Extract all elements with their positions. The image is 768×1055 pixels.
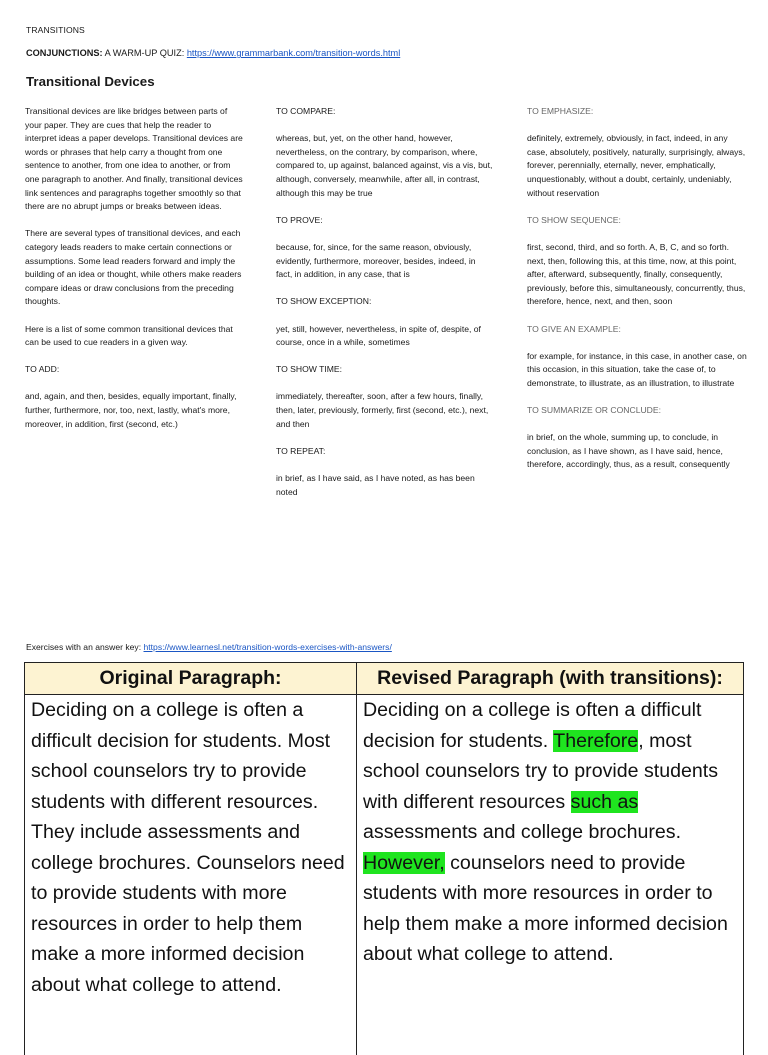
- quiz-line: [26, 48, 400, 58]
- revised-text-4: counselors need to provide students with more resources in order to help them make a more informed decision about what college to attend.: [363, 852, 728, 966]
- words-to-repeat: in brief, as I have said, as I have noted, as has been noted: [276, 472, 494, 499]
- quiz-link[interactable]: https://www.grammarbank.com/transition-words.html: [187, 48, 400, 58]
- words-to-give-example: for example, for instance, in this case, in another case, on this occasion, in this situation, take the case of, to demonstrate, to illustrate, as an illustration, to illustrate: [527, 350, 749, 391]
- exercises-line: [26, 642, 392, 652]
- heading-to-prove: TO PROVE:: [276, 214, 494, 228]
- intro-paragraph-1: Transitional devices are like bridges between parts of your paper. They are cues that help the reader to interpret ideas a paper develops. Transitional devices are words or phrases that help carry a thought from one sentence to another, from one idea to another, or from one paragraph to another. And finally, transitional devices link sentences and paragraphs together smoothly so that there are no abrupt jumps or breaks between ideas.: [25, 105, 243, 214]
- exercises-label: Exercises with an answer key:: [26, 642, 144, 652]
- column-middle: [276, 105, 494, 513]
- words-to-emphasize: definitely, extremely, obviously, in fact, indeed, in any case, absolutely, positively, naturally, surprisingly, always, forever, perennially, eternally, never, emphatically, unquestionably, without a doubt, certainly, undeniably, without reservation: [527, 132, 749, 200]
- column-right: [527, 105, 749, 486]
- document-title: TRANSITIONS: [26, 25, 85, 35]
- original-header: Original Paragraph:: [25, 663, 357, 695]
- revised-text-3: assessments and college brochures.: [363, 821, 681, 843]
- original-paragraph: Deciding on a college is often a difficult decision for students. Most school counselors try to provide students with different resources. They include assessments and college brochures. Counselors need to provide students with more resources in order to help them make a more informed decision about what college to attend.: [25, 695, 357, 1055]
- table-row: [25, 695, 744, 1055]
- column-intro: [25, 105, 243, 445]
- revised-text-2: , most school counselors try to provide students with different resources: [363, 730, 718, 813]
- intro-paragraph-3: Here is a list of some common transitional devices that can be used to cue readers in a given way.: [25, 323, 243, 350]
- heading-to-show-time: TO SHOW TIME:: [276, 363, 494, 377]
- words-to-prove: because, for, since, for the same reason, obviously, evidently, furthermore, moreover, besides, indeed, in fact, in addition, in any case, that is: [276, 241, 494, 282]
- heading-to-show-sequence: TO SHOW SEQUENCE:: [527, 214, 749, 228]
- words-to-summarize: in brief, on the whole, summing up, to conclude, in conclusion, as I have shown, as I have said, hence, therefore, accordingly, thus, as a result, consequently: [527, 431, 749, 472]
- heading-to-show-exception: TO SHOW EXCEPTION:: [276, 295, 494, 309]
- heading-to-compare: TO COMPARE:: [276, 105, 494, 119]
- exercises-link[interactable]: https://www.learnesl.net/transition-words-exercises-with-answers/: [144, 642, 392, 652]
- highlight-therefore: Therefore: [553, 730, 638, 752]
- revised-text-1: Deciding on a college is often a difficult decision for students.: [363, 699, 701, 752]
- table-header-row: [25, 663, 744, 695]
- heading-to-give-example: TO GIVE AN EXAMPLE:: [527, 323, 749, 337]
- highlight-however: However,: [363, 852, 445, 874]
- section-heading: Transitional Devices: [26, 74, 155, 89]
- words-to-show-sequence: first, second, third, and so forth. A, B, C, and so forth. next, then, following this, at this time, now, at this point, after, afterward, subsequently, finally, consequently, previously, before this, simultaneously, concurrently, thus, therefore, hence, next, and then, soon: [527, 241, 749, 309]
- words-to-compare: whereas, but, yet, on the other hand, however, nevertheless, on the contrary, by comparison, where, compared to, up against, balanced against, vis a vis, but, although, conversely, meanwhile, after all, in contrast, although this may be true: [276, 132, 494, 200]
- words-to-add: and, again, and then, besides, equally important, finally, further, furthermore, nor, too, next, lastly, what's more, moreover, in addition, first (second, etc.): [25, 390, 243, 431]
- highlight-such-as: such as: [571, 791, 639, 813]
- revised-paragraph: [357, 695, 744, 1055]
- heading-to-repeat: TO REPEAT:: [276, 445, 494, 459]
- heading-to-add: TO ADD:: [25, 363, 243, 377]
- intro-paragraph-2: There are several types of transitional devices, and each category leads readers to make certain connections or assumptions. Some lead readers forward and imply the building of an idea or thought, while others make readers compare ideas or draw conclusions from the preceding thoughts.: [25, 227, 243, 309]
- words-to-show-time: immediately, thereafter, soon, after a few hours, finally, then, later, previously, formerly, first (second, etc.), next, and then: [276, 390, 494, 431]
- heading-to-summarize: TO SUMMARIZE OR CONCLUDE:: [527, 404, 749, 418]
- paragraph-comparison-table: [24, 662, 744, 1055]
- quiz-label: CONJUNCTIONS:: [26, 48, 103, 58]
- quiz-text: A WARM-UP QUIZ:: [103, 48, 187, 58]
- revised-header: Revised Paragraph (with transitions):: [357, 663, 744, 695]
- heading-to-emphasize: TO EMPHASIZE:: [527, 105, 749, 119]
- words-to-show-exception: yet, still, however, nevertheless, in spite of, despite, of course, once in a while, sometimes: [276, 323, 494, 350]
